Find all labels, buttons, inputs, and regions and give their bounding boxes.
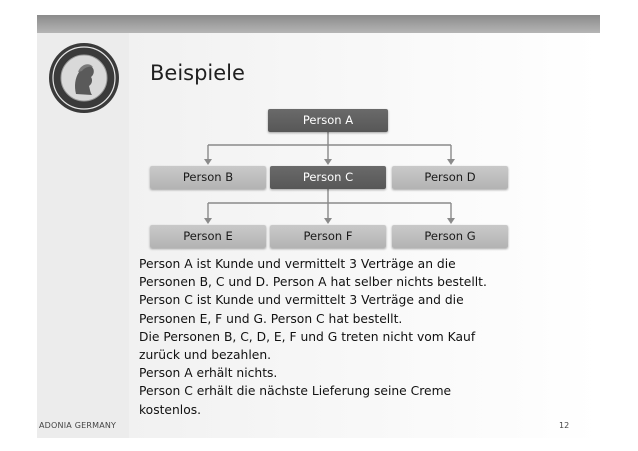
description-line: Person C erhält die nächste Lieferung seine Creme [139,384,452,399]
description-line: kostenlos. [139,402,202,417]
slide-title: Beispiele [150,61,245,85]
page-number: 12 [559,421,570,430]
slide [37,15,600,438]
description-line: Person A erhält nichts. [139,366,278,381]
description-text [139,255,579,419]
description-line: Person A ist Kunde und vermittelt 3 Verträge an die [139,257,456,271]
footer-brand: ADONIA GERMANY [39,421,117,430]
node-person-c: Person C [270,166,386,189]
description-line: Personen E, F und G. Person C hat bestellt. [139,311,403,326]
node-person-a: Person A [268,109,388,132]
node-person-f: Person F [270,225,386,248]
node-person-e: Person E [150,225,266,248]
description-line: zurück und bezahlen. [139,348,272,363]
node-person-d: Person D [392,166,508,189]
description-line: Person C ist Kunde und vermittelt 3 Verträge and die [139,293,464,308]
description-line: Personen B, C und D. Person A hat selber nichts bestellt. [139,275,487,290]
node-person-b: Person B [150,166,266,189]
node-person-g: Person G [392,225,508,248]
description-line: Die Personen B, C, D, E, F und G treten nicht vom Kauf [139,329,476,344]
